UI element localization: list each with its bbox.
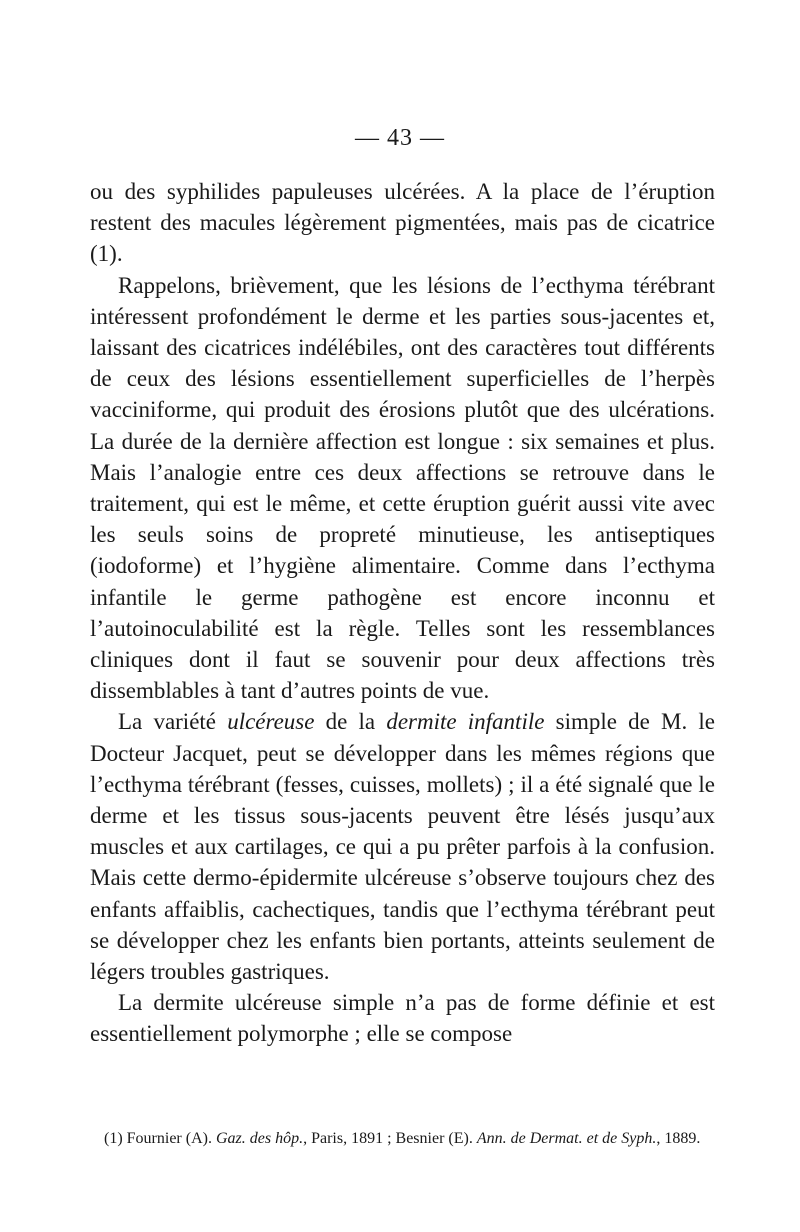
- italic-text: ulcéreuse: [227, 709, 315, 735]
- paragraph: [90, 706, 715, 987]
- text-run: de la: [314, 709, 387, 735]
- italic-text: Ann. de Dermat. et de Syph.: [476, 1130, 657, 1147]
- italic-text: dermite infantile: [386, 709, 545, 735]
- page-number: — 43 —: [355, 125, 445, 151]
- paragraph: [90, 176, 715, 270]
- body-text: [90, 176, 715, 1050]
- paragraph: [90, 987, 715, 1049]
- footnote: [90, 1128, 715, 1150]
- text-run: (1) Fournier (A).: [104, 1130, 216, 1147]
- text-run: Rappelons, brièvement, que les lésions de l’ecthyma térébrant intéressent profondément le derme et les parties sous-jacentes et, laissant des cicatrices indélébiles, ont des caractères tout différents de ceux des lésions essentiellement superficielles de l’herpès vacciniforme, qui produit des érosions plutôt que des ulcérations. La durée de la dernière affection est longue : six semaines et plus. Mais l’analogie entre ces deux affections se retrouve dans le traitement, qui est le même, et cette éruption guérit aussi vite avec les seuls soins de propreté minutieuse, les antiseptiques (iodoforme) et l’hygiène alimentaire. Comme dans l’ecthyma infantile le germe pathogène est encore inconnu et l’autoinoculabilité est la règle. Telles sont les ressemblances cliniques dont il faut se souvenir pour deux affections très dissemblables à tant d’autres points de vue.: [90, 272, 715, 704]
- text-run: , Paris, 1891 ; Besnier (E).: [303, 1130, 477, 1147]
- paragraph: [90, 270, 715, 707]
- text-run: simple de M. le Docteur Jacquet, peut se développer dans les mêmes régions que l’ecthyma térébrant (fesses, cuisses, mollets) ; il a été signalé que le derme et les tissus sous-jacents peuvent être lésés jusqu’aux muscles et aux cartilages, ce qui a pu prêter parfois à la confusion. Mais cette dermo-épidermite ulcéreuse s’observe toujours chez des enfants affaiblis, cachectiques, tandis que l’ecthyma térébrant peut se développer chez les enfants bien portants, atteints seulement de légers troubles gastriques.: [90, 709, 715, 985]
- text-run: La dermite ulcéreuse simple n’a pas de forme définie et est essentiellement polymorphe ; elle se compose: [90, 990, 715, 1047]
- text-run: , 1889.: [656, 1130, 701, 1147]
- text-run: ou des syphilides papuleuses ulcérées. A la place de l’éruption restent des macules légèrement pigmentées, mais pas de cicatrice (1).: [90, 179, 715, 267]
- text-run: La variété: [118, 709, 228, 735]
- italic-text: Gaz. des hôp.: [215, 1130, 304, 1147]
